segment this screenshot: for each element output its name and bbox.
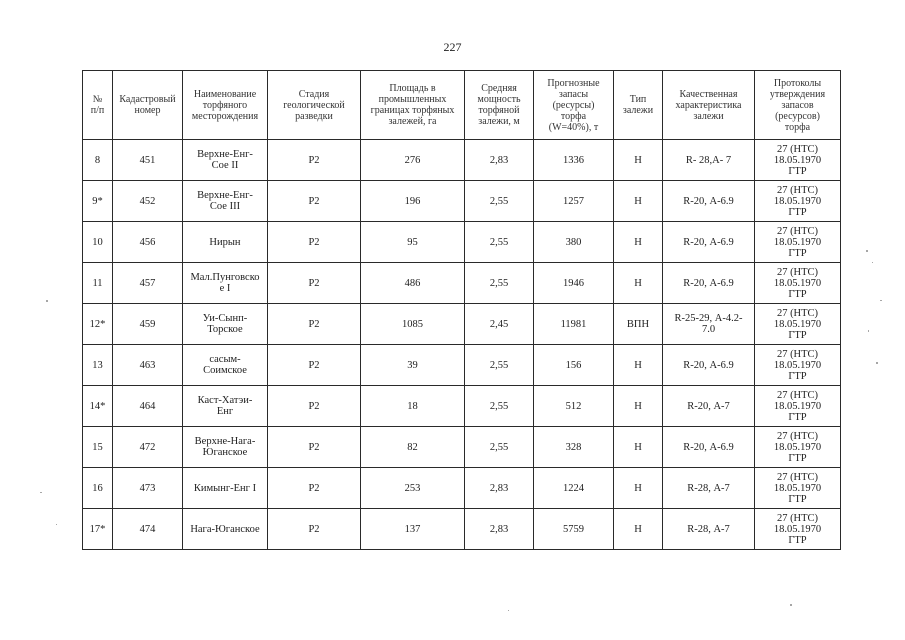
cell-average-thickness: 2,55 xyxy=(465,181,534,222)
cell-row-number: 17* xyxy=(83,509,113,550)
header-cadastral-number: Кадастровый номер xyxy=(113,71,183,140)
cell-deposit-name: Верхне-Енг- Сое III xyxy=(183,181,268,222)
cell-average-thickness: 2,83 xyxy=(465,468,534,509)
scan-speck xyxy=(880,300,882,301)
cell-cadastral-number: 463 xyxy=(113,345,183,386)
table-row xyxy=(83,345,841,386)
cell-quality: R-20, А-6.9 xyxy=(663,263,755,304)
table-row xyxy=(83,427,841,468)
header-deposit-type: Тип залежи xyxy=(614,71,663,140)
cell-deposit-type: Н xyxy=(614,468,663,509)
scan-speck xyxy=(508,610,509,611)
cell-cadastral-number: 472 xyxy=(113,427,183,468)
cell-forecast-reserves: 1946 xyxy=(534,263,614,304)
cell-quality: R-20, А-6.9 xyxy=(663,345,755,386)
cell-forecast-reserves: 1336 xyxy=(534,140,614,181)
cell-cadastral-number: 452 xyxy=(113,181,183,222)
cell-area: 1085 xyxy=(361,304,465,345)
cell-deposit-type: Н xyxy=(614,140,663,181)
cell-forecast-reserves: 512 xyxy=(534,386,614,427)
cell-average-thickness: 2,83 xyxy=(465,140,534,181)
cell-quality: R-28, А-7 xyxy=(663,468,755,509)
cell-quality: R-20, А-6.9 xyxy=(663,427,755,468)
cell-quality: R-20, А-7 xyxy=(663,386,755,427)
cell-row-number: 14* xyxy=(83,386,113,427)
cell-area: 253 xyxy=(361,468,465,509)
cell-area: 18 xyxy=(361,386,465,427)
cell-protocols: 27 (НТС) 18.05.1970 ГТР xyxy=(755,304,841,345)
cell-forecast-reserves: 1257 xyxy=(534,181,614,222)
cell-cadastral-number: 451 xyxy=(113,140,183,181)
cell-protocols: 27 (НТС) 18.05.1970 ГТР xyxy=(755,468,841,509)
cell-exploration-stage: Р2 xyxy=(268,304,361,345)
cell-average-thickness: 2,55 xyxy=(465,386,534,427)
scan-speck xyxy=(40,492,42,493)
header-quality: Качественная характеристика залежи xyxy=(663,71,755,140)
table-row xyxy=(83,468,841,509)
cell-area: 196 xyxy=(361,181,465,222)
table-row xyxy=(83,509,841,550)
cell-forecast-reserves: 380 xyxy=(534,222,614,263)
cell-exploration-stage: Р2 xyxy=(268,140,361,181)
cell-forecast-reserves: 5759 xyxy=(534,509,614,550)
cell-average-thickness: 2,55 xyxy=(465,222,534,263)
scan-speck xyxy=(790,604,792,606)
peat-deposits-table xyxy=(82,70,841,550)
cell-row-number: 16 xyxy=(83,468,113,509)
cell-row-number: 15 xyxy=(83,427,113,468)
cell-exploration-stage: Р2 xyxy=(268,386,361,427)
cell-quality: R-20, А-6.9 xyxy=(663,181,755,222)
cell-deposit-name: Нирын xyxy=(183,222,268,263)
cell-exploration-stage: Р2 xyxy=(268,222,361,263)
cell-cadastral-number: 459 xyxy=(113,304,183,345)
cell-quality: R-28, А-7 xyxy=(663,509,755,550)
table-row xyxy=(83,263,841,304)
cell-area: 137 xyxy=(361,509,465,550)
cell-exploration-stage: Р2 xyxy=(268,263,361,304)
cell-area: 95 xyxy=(361,222,465,263)
cell-quality: R-20, А-6.9 xyxy=(663,222,755,263)
cell-forecast-reserves: 328 xyxy=(534,427,614,468)
cell-deposit-type: Н xyxy=(614,386,663,427)
cell-deposit-name: Уи-Сынп- Торское xyxy=(183,304,268,345)
cell-deposit-name: Нага-Юганское xyxy=(183,509,268,550)
cell-deposit-type: Н xyxy=(614,509,663,550)
cell-deposit-name: сасым- Соимское xyxy=(183,345,268,386)
cell-row-number: 10 xyxy=(83,222,113,263)
cell-deposit-name: Верхне-Енг- Сое II xyxy=(183,140,268,181)
cell-deposit-type: Н xyxy=(614,345,663,386)
cell-deposit-type: Н xyxy=(614,222,663,263)
cell-cadastral-number: 464 xyxy=(113,386,183,427)
cell-deposit-name: Каст-Хатэи- Енг xyxy=(183,386,268,427)
cell-cadastral-number: 457 xyxy=(113,263,183,304)
table-row xyxy=(83,222,841,263)
cell-deposit-type: Н xyxy=(614,263,663,304)
cell-exploration-stage: Р2 xyxy=(268,468,361,509)
cell-forecast-reserves: 11981 xyxy=(534,304,614,345)
cell-deposit-name: Кимынг-Енг I xyxy=(183,468,268,509)
scan-speck xyxy=(56,524,57,525)
cell-exploration-stage: Р2 xyxy=(268,427,361,468)
cell-protocols: 27 (НТС) 18.05.1970 ГТР xyxy=(755,386,841,427)
table-row xyxy=(83,386,841,427)
cell-protocols: 27 (НТС) 18.05.1970 ГТР xyxy=(755,140,841,181)
scan-speck xyxy=(866,250,868,252)
cell-average-thickness: 2,45 xyxy=(465,304,534,345)
cell-cadastral-number: 456 xyxy=(113,222,183,263)
header-forecast-reserves: Прогнозные запасы (ресурсы) торфа (W=40%), т xyxy=(534,71,614,140)
cell-area: 39 xyxy=(361,345,465,386)
cell-quality: R- 28,А- 7 xyxy=(663,140,755,181)
header-protocols: Протоколы утверждения запасов (ресурсов) торфа xyxy=(755,71,841,140)
cell-exploration-stage: Р2 xyxy=(268,509,361,550)
cell-cadastral-number: 473 xyxy=(113,468,183,509)
page-number: 227 xyxy=(443,40,462,54)
cell-deposit-type: Н xyxy=(614,427,663,468)
header-average-thickness: Средняя мощность торфяной залежи, м xyxy=(465,71,534,140)
table-row xyxy=(83,140,841,181)
header-exploration-stage: Стадия геологической разведки xyxy=(268,71,361,140)
table-row xyxy=(83,304,841,345)
cell-deposit-name: Мал.Пунговско е I xyxy=(183,263,268,304)
cell-row-number: 12* xyxy=(83,304,113,345)
cell-area: 82 xyxy=(361,427,465,468)
cell-average-thickness: 2,55 xyxy=(465,427,534,468)
cell-area: 486 xyxy=(361,263,465,304)
cell-deposit-type: ВПН xyxy=(614,304,663,345)
cell-exploration-stage: Р2 xyxy=(268,181,361,222)
cell-protocols: 27 (НТС) 18.05.1970 ГТР xyxy=(755,345,841,386)
cell-row-number: 9* xyxy=(83,181,113,222)
cell-row-number: 8 xyxy=(83,140,113,181)
cell-deposit-name: Верхне-Нага- Юганское xyxy=(183,427,268,468)
table-header-row xyxy=(83,71,841,140)
cell-protocols: 27 (НТС) 18.05.1970 ГТР xyxy=(755,427,841,468)
cell-protocols: 27 (НТС) 18.05.1970 ГТР xyxy=(755,509,841,550)
cell-average-thickness: 2,83 xyxy=(465,509,534,550)
cell-forecast-reserves: 156 xyxy=(534,345,614,386)
cell-quality: R-25-29, А-4.2- 7.0 xyxy=(663,304,755,345)
scan-speck xyxy=(876,362,878,364)
scan-speck xyxy=(872,262,873,263)
header-deposit-name: Наименование торфяного месторождения xyxy=(183,71,268,140)
scan-speck xyxy=(868,330,869,332)
header-area: Площадь в промышленных границах торфяных залежей, га xyxy=(361,71,465,140)
cell-protocols: 27 (НТС) 18.05.1970 ГТР xyxy=(755,222,841,263)
cell-protocols: 27 (НТС) 18.05.1970 ГТР xyxy=(755,263,841,304)
cell-row-number: 13 xyxy=(83,345,113,386)
cell-deposit-type: Н xyxy=(614,181,663,222)
table-row xyxy=(83,181,841,222)
cell-average-thickness: 2,55 xyxy=(465,263,534,304)
cell-forecast-reserves: 1224 xyxy=(534,468,614,509)
cell-exploration-stage: Р2 xyxy=(268,345,361,386)
cell-cadastral-number: 474 xyxy=(113,509,183,550)
cell-average-thickness: 2,55 xyxy=(465,345,534,386)
header-row-number: № п/п xyxy=(83,71,113,140)
scan-speck xyxy=(46,300,48,302)
cell-row-number: 11 xyxy=(83,263,113,304)
cell-area: 276 xyxy=(361,140,465,181)
cell-protocols: 27 (НТС) 18.05.1970 ГТР xyxy=(755,181,841,222)
